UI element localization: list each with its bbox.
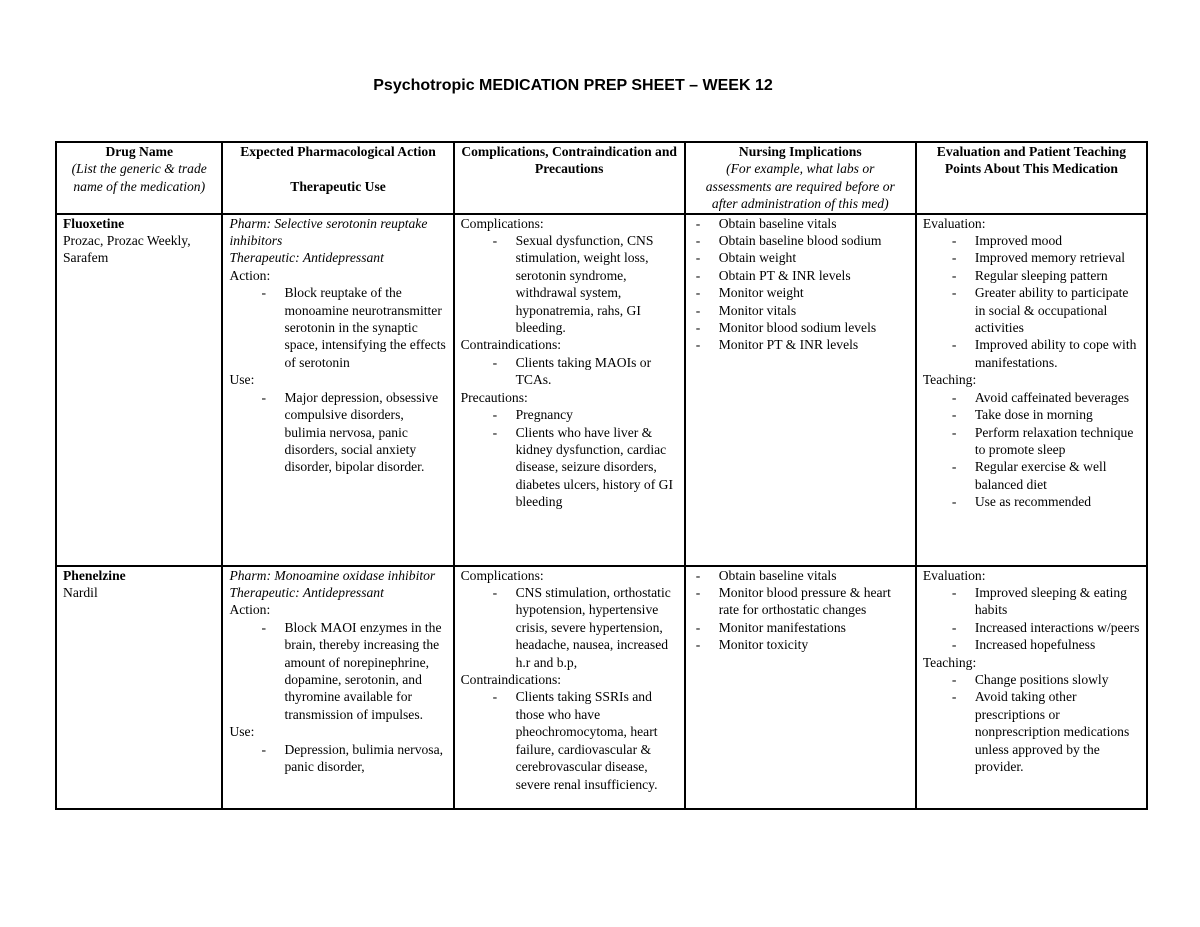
pharm-class: Pharm: Monoamine oxidase inhibitor (229, 567, 436, 583)
list-item: - CNS stimulation, orthostatic hypotension, hypertensive crisis, severe hypertension, headache, nausea, increased h.r and b.p, (489, 584, 678, 671)
evaluation-list (923, 584, 1140, 654)
trade-names: Nardil (63, 585, 98, 601)
contraindications-list (461, 354, 678, 389)
generic-name: Phenelzine (63, 567, 126, 583)
list-item: - Block MAOI enzymes in the brain, thereby increasing the amount of norepinephrine, dopamine, serotonin, and thyromine available for transmission of impulses. (257, 619, 446, 723)
action-label: Action: (229, 267, 271, 283)
header-complications-title: Complications, Contraindication and Precautions (461, 144, 677, 177)
list-item: - Clients taking MAOIs or TCAs. (489, 354, 678, 389)
use-label: Use: (229, 372, 255, 388)
use-list (229, 741, 446, 776)
drug-cell (56, 566, 222, 809)
list-item: - Use as recommended (948, 493, 1140, 510)
header-complications (454, 142, 685, 214)
nursing-list (692, 215, 909, 354)
list-item: - Avoid caffeinated beverages (948, 389, 1140, 406)
nursing-list (692, 567, 909, 654)
list-item: - Regular exercise & well balanced diet (948, 458, 1140, 493)
list-item: - Monitor weight (692, 284, 909, 301)
teaching-label: Teaching: (922, 654, 977, 670)
header-nursing-title: Nursing Implications (738, 144, 862, 159)
action-label: Action: (229, 602, 271, 618)
table-row (56, 566, 1147, 809)
complications-list (461, 584, 678, 671)
contraindications-label: Contraindications: (460, 672, 562, 688)
list-item: - Obtain PT & INR levels (692, 267, 909, 284)
therapeutic-class: Therapeutic: Antidepressant (229, 250, 384, 266)
complications-list (461, 232, 678, 336)
contraindications-list (461, 688, 678, 792)
list-item: - Clients who have liver & kidney dysfunction, cardiac disease, seizure disorders, diabetes ulcers, history of GI bleeding (489, 424, 678, 511)
header-evaluation (916, 142, 1147, 214)
list-item: - Regular sleeping pattern (948, 267, 1140, 284)
action-cell (222, 566, 453, 809)
list-item: - Major depression, obsessive compulsive disorders, bulimia nervosa, panic disorders, social anxiety disorder, bipolar disorder. (257, 389, 446, 476)
precautions-label: Precautions: (460, 389, 528, 405)
header-row (56, 142, 1147, 214)
list-item: - Monitor PT & INR levels (692, 336, 909, 353)
list-item: - Take dose in morning (948, 406, 1140, 423)
table-row (56, 214, 1147, 566)
evaluation-list (923, 232, 1140, 371)
list-item: - Monitor blood sodium levels (692, 319, 909, 336)
evaluation-cell (916, 214, 1147, 566)
header-drug-name (56, 142, 222, 214)
list-item: - Obtain weight (692, 249, 909, 266)
therapeutic-class: Therapeutic: Antidepressant (229, 585, 384, 601)
list-item: - Greater ability to participate in social & occupational activities (948, 284, 1140, 336)
complications-label: Complications: (460, 567, 544, 583)
header-drug-title: Drug Name (105, 144, 174, 159)
list-item: - Obtain baseline blood sodium (692, 232, 909, 249)
action-list (229, 619, 446, 723)
teaching-list (923, 671, 1140, 775)
nursing-cell (685, 214, 916, 566)
list-item: - Perform relaxation technique to promote sleep (948, 424, 1140, 459)
teaching-list (923, 389, 1140, 511)
use-label: Use: (229, 724, 255, 740)
list-item: - Increased interactions w/peers (948, 619, 1140, 636)
action-cell (222, 214, 453, 566)
list-item: - Monitor blood pressure & heart rate for orthostatic changes (692, 584, 909, 619)
list-item: - Depression, bulimia nervosa, panic disorder, (257, 741, 446, 776)
page-title: Psychotropic MEDICATION PREP SHEET – WEEK 12 (373, 77, 773, 94)
complications-label: Complications: (460, 215, 544, 231)
list-item: - Change positions slowly (948, 671, 1140, 688)
header-nursing-sub: (For example, what labs or assessments are required before or after administration of this med) (705, 161, 895, 212)
header-nursing (685, 142, 916, 214)
header-therapeutic-use: Therapeutic Use (290, 178, 386, 194)
evaluation-label: Evaluation: (922, 567, 986, 583)
generic-name: Fluoxetine (63, 215, 125, 231)
list-item: - Obtain baseline vitals (692, 215, 909, 232)
list-item: - Monitor vitals (692, 302, 909, 319)
list-item: - Improved sleeping & eating habits (948, 584, 1140, 619)
teaching-label: Teaching: (922, 372, 977, 388)
list-item: - Avoid taking other prescriptions or nonprescription medications unless approved by the provider. (948, 688, 1140, 775)
complications-cell (454, 214, 685, 566)
complications-cell (454, 566, 685, 809)
drug-cell (56, 214, 222, 566)
header-action (222, 142, 453, 214)
header-drug-sub: (List the generic & trade name of the medication) (71, 161, 207, 194)
list-item: - Block reuptake of the monoamine neurotransmitter serotonin in the synaptic space, intensifying the effects of serotonin (257, 284, 446, 371)
list-item: - Monitor toxicity (692, 636, 909, 653)
list-item: - Clients taking SSRIs and those who have pheochromocytoma, heart failure, cardiovascular & cerebrovascular disease, severe renal insufficiency. (489, 688, 678, 792)
list-item: - Increased hopefulness (948, 636, 1140, 653)
evaluation-cell (916, 566, 1147, 809)
list-item: - Obtain baseline vitals (692, 567, 909, 584)
header-evaluation-title: Evaluation and Patient Teaching Points About This Medication (936, 144, 1127, 177)
medication-table (55, 141, 1148, 810)
list-item: - Sexual dysfunction, CNS stimulation, weight loss, serotonin syndrome, withdrawal system, hyponatremia, rahs, GI bleeding. (489, 232, 678, 336)
list-item: - Pregnancy (489, 406, 678, 423)
list-item: - Improved ability to cope with manifestations. (948, 336, 1140, 371)
contraindications-label: Contraindications: (460, 337, 562, 353)
list-item: - Improved mood (948, 232, 1140, 249)
evaluation-label: Evaluation: (922, 215, 986, 231)
use-list (229, 389, 446, 476)
trade-names: Prozac, Prozac Weekly, Sarafem (63, 233, 191, 266)
list-item: - Monitor manifestations (692, 619, 909, 636)
nursing-cell (685, 566, 916, 809)
precautions-list (461, 406, 678, 510)
pharm-class: Pharm: Selective serotonin reuptake inhibitors (229, 215, 428, 249)
action-list (229, 284, 446, 371)
list-item: - Improved memory retrieval (948, 249, 1140, 266)
header-action-title: Expected Pharmacological Action (240, 144, 436, 159)
